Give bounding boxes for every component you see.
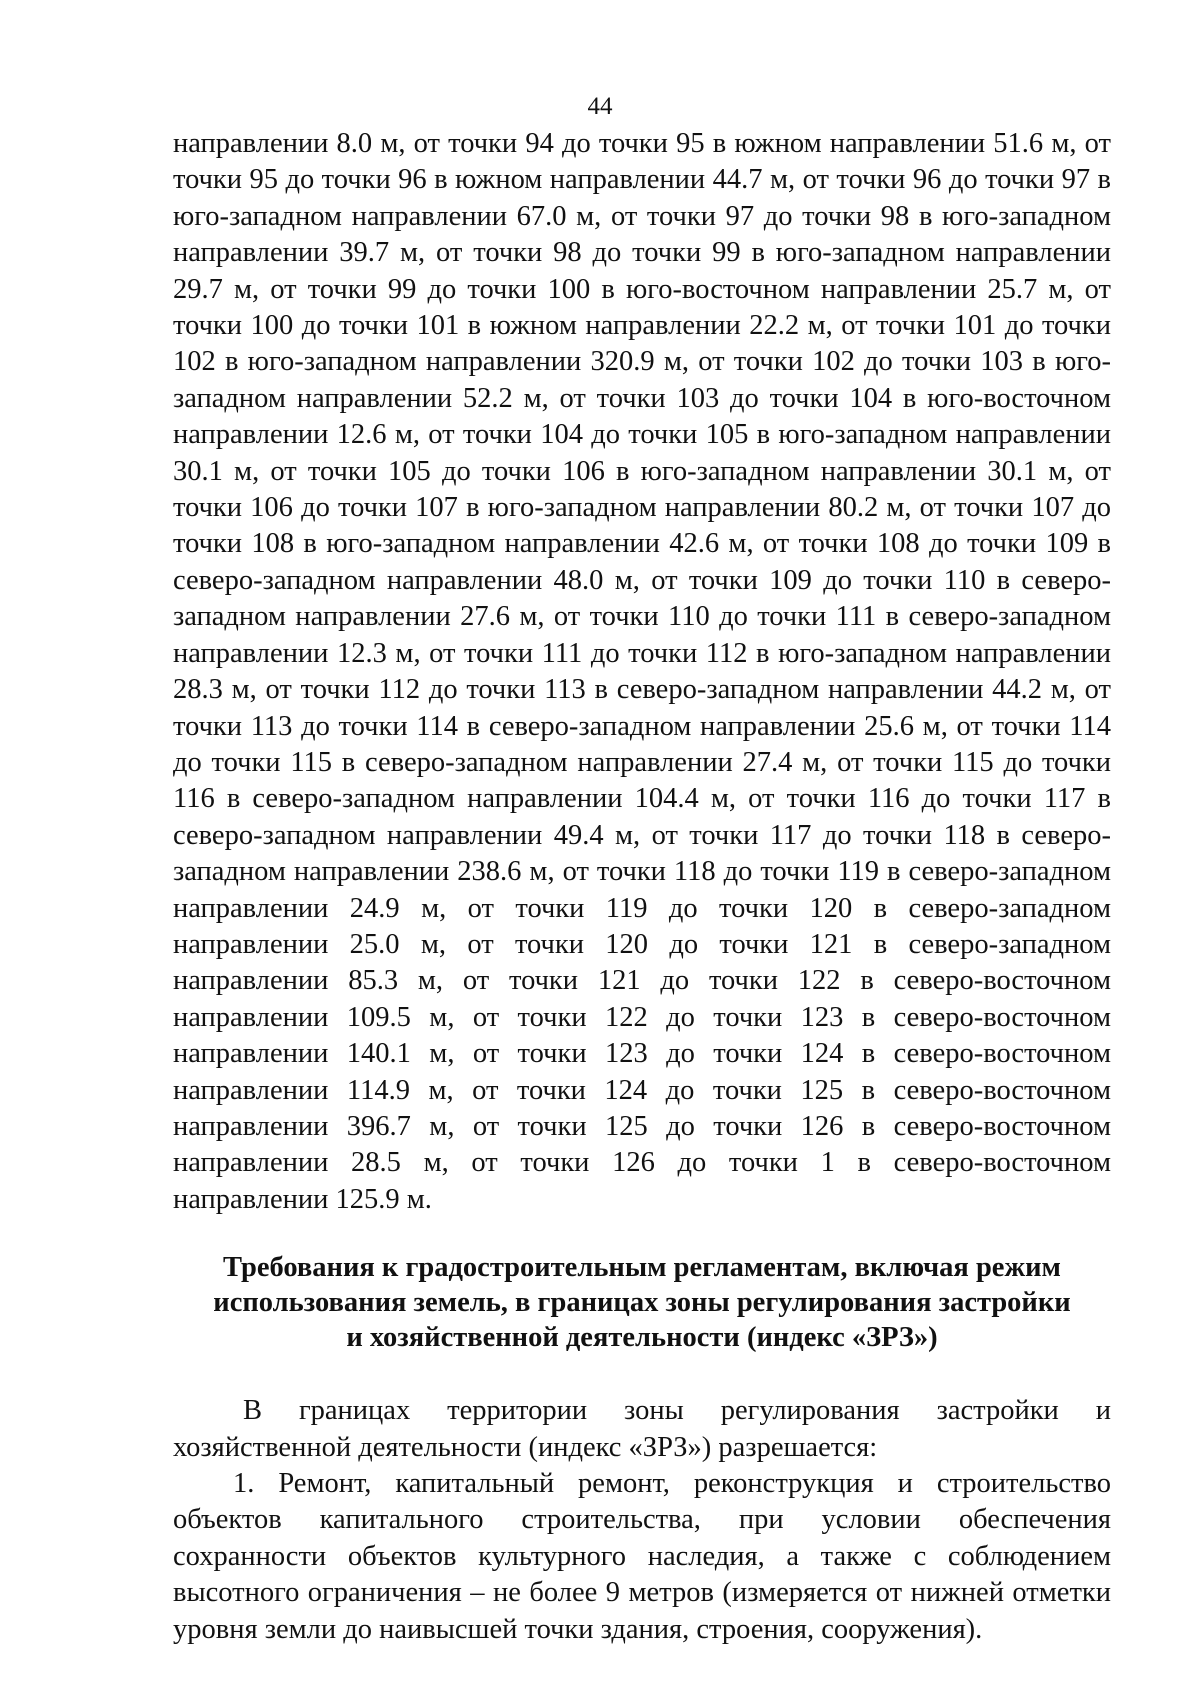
section-heading-line: использования земель, в границах зоны регулирования застройки xyxy=(213,1287,1071,1319)
section-heading-line: и хозяйственной деятельности (индекс «ЗРЗ») xyxy=(346,1322,938,1354)
page-content xyxy=(173,126,1111,1648)
numbered-list-item: 1. Ремонт, капитальный ремонт, реконструкция и строительство объектов капитального строительства, при условии обеспечения сохранности объектов культурного наследия, а также с соблюдением высотного ограничения – не более 9 метров (измеряется от нижней отметки уровня земли до наивысшей точки здания, строения, сооружения). xyxy=(173,1468,1111,1645)
section-heading-line: Требования к градостроительным регламентам, включая режим xyxy=(223,1252,1061,1284)
boundary-description-paragraph: направлении 8.0 м, от точки 94 до точки 95 в южном направлении 51.6 м, от точки 95 до точки 96 в южном направлении 44.7 м, от точки 96 до точки 97 в юго-западном направлении 67.0 м, от точки 97 до точки 98 в юго-западном направлении 39.7 м, от точки 98 до точки 99 в юго-западном направлении 29.7 м, от точки 99 до точки 100 в юго-восточном направлении 25.7 м, от точки 100 до точки 101 в южном направлении 22.2 м, от точки 101 до точки 102 в юго-западном направлении 320.9 м, от точки 102 до точки 103 в юго-западном направлении 52.2 м, от точки 103 до точки 104 в юго-восточном направлении 12.6 м, от точки 104 до точки 105 в юго-западном направлении 30.1 м, от точки 105 до точки 106 в юго-западном направлении 30.1 м, от точки 106 до точки 107 в юго-западном направлении 80.2 м, от точки 107 до точки 108 в юго-западном направлении 42.6 м, от точки 108 до точки 109 в северо-западном направлении 48.0 м, от точки 109 до точки 110 в северо-западном направлении 27.6 м, от точки 110 до точки 111 в северо-западном направлении 12.3 м, от точки 111 до точки 112 в юго-западном направлении 28.3 м, от точки 112 до точки 113 в северо-западном направлении 44.2 м, от точки 113 до точки 114 в северо-западном направлении 25.6 м, от точки 114 до точки 115 в северо-западном направлении 27.4 м, от точки 115 до точки 116 в северо-западном направлении 104.4 м, от точки 116 до точки 117 в северо-западном направлении 49.4 м, от точки 117 до точки 118 в северо-западном направлении 238.6 м, от точки 118 до точки 119 в северо-западном направлении 24.9 м, от точки 119 до точки 120 в северо-западном направлении 25.0 м, от точки 120 до точки 121 в северо-западном направлении 85.3 м, от точки 121 до точки 122 в северо-восточном направлении 109.5 м, от точки 122 до точки 123 в северо-восточном направлении 140.1 м, от точки 123 до точки 124 в северо-восточном направлении 114.9 м, от точки 124 до точки 125 в северо-восточном направлении 396.7 м, от точки 125 до точки 126 в северо-восточном направлении 28.5 м, от точки 126 до точки 1 в северо-восточном направлении 125.9 м. xyxy=(173,128,1111,1215)
page-number: 44 xyxy=(587,93,613,120)
section-heading xyxy=(173,1250,1111,1355)
section-intro-paragraph: В границах территории зоны регулирования застройки и хозяйственной деятельности (индекс «ЗРЗ») разрешается: xyxy=(173,1395,1111,1463)
